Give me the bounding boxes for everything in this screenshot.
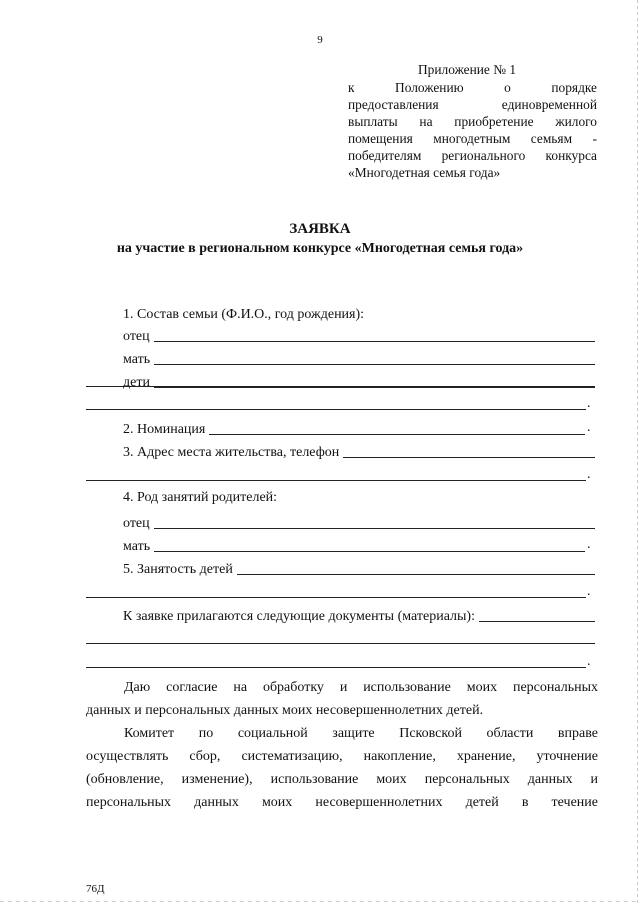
address-row [123,443,595,461]
paragraph-line: осуществлять сбор, систематизацию, накопление, хранение, уточнение [86,749,598,764]
appendix-line: помещения многодетным семьям - [348,131,597,146]
children-occupation-blank-line [237,560,595,575]
children-occupation-label: 5. Занятость детей [123,562,233,577]
blank-line [86,385,595,387]
mother-occupation-row [123,537,585,555]
appendix-line: «Многодетная семья года» [348,165,501,180]
form-subtitle: на участие в региональном конкурсе «Многодетная семья года» [116,241,524,256]
paragraph-line: Комитет по социальной защите Псковской области вправе [124,726,598,741]
period-mark: . [587,654,591,669]
paragraph-line: персональных данных моих несовершеннолетних детей в течение [86,795,598,810]
mother-blank-line [154,350,595,365]
period-mark: . [587,396,591,411]
mother-occupation-blank-line [154,537,585,552]
documents-row [123,607,595,625]
father-blank-line [154,327,595,342]
father-label: отец [123,329,150,344]
period-mark: . [587,467,591,482]
page-number: 9 [317,34,323,46]
father-row [123,327,595,345]
appendix-title: Приложение № 1 [418,62,517,77]
scan-edge-bottom [0,901,640,902]
mother-row [123,350,595,368]
nomination-row [123,420,585,438]
blank-line [86,408,586,410]
children-row [123,373,595,391]
paragraph-line: Даю согласие на обработку и использование моих персональных [124,680,598,695]
consent-paragraph [86,676,598,722]
paragraph-line: (обновление, изменение), использование моих персональных данных и [86,772,598,787]
children-label: дети [123,375,150,390]
period-mark: . [587,584,591,599]
form-title: ЗАЯВКА [289,221,351,237]
mother-occupation-label: мать [123,539,151,554]
footer-code: 76Д [86,883,105,895]
documents-blank-line [479,607,595,622]
nomination-blank-line [209,420,585,435]
father-occupation-label: отец [123,516,150,531]
blank-line [86,666,586,668]
blank-line [86,642,595,644]
parents-occupation-label: 4. Род занятий родителей: [123,490,278,505]
period-mark: . [587,537,591,552]
father-occupation-row [123,514,595,532]
committee-paragraph [86,722,598,814]
appendix-line: предоставления единовременной [348,97,597,112]
appendix-line: выплаты на приобретение жилого [348,114,597,129]
mother-label: мать [123,352,151,367]
period-mark: . [587,420,591,435]
address-blank-line [343,443,595,458]
paragraph-line: данных и персональных данных моих несовершеннолетних детей. [86,703,484,718]
documents-label: К заявке прилагаются следующие документы (материалы): [123,609,475,624]
family-composition-label: 1. Состав семьи (Ф.И.О., год рождения): [123,307,365,322]
children-occupation-row [123,560,595,578]
appendix-line: победителям регионального конкурса [348,148,597,163]
appendix-line: к Положению о порядке [348,80,597,95]
blank-line [86,479,586,481]
address-label: 3. Адрес места жительства, телефон [123,445,340,460]
nomination-label: 2. Номинация [123,422,206,437]
father-occupation-blank-line [154,514,595,529]
scan-edge-right [637,0,638,905]
blank-line [86,596,586,598]
